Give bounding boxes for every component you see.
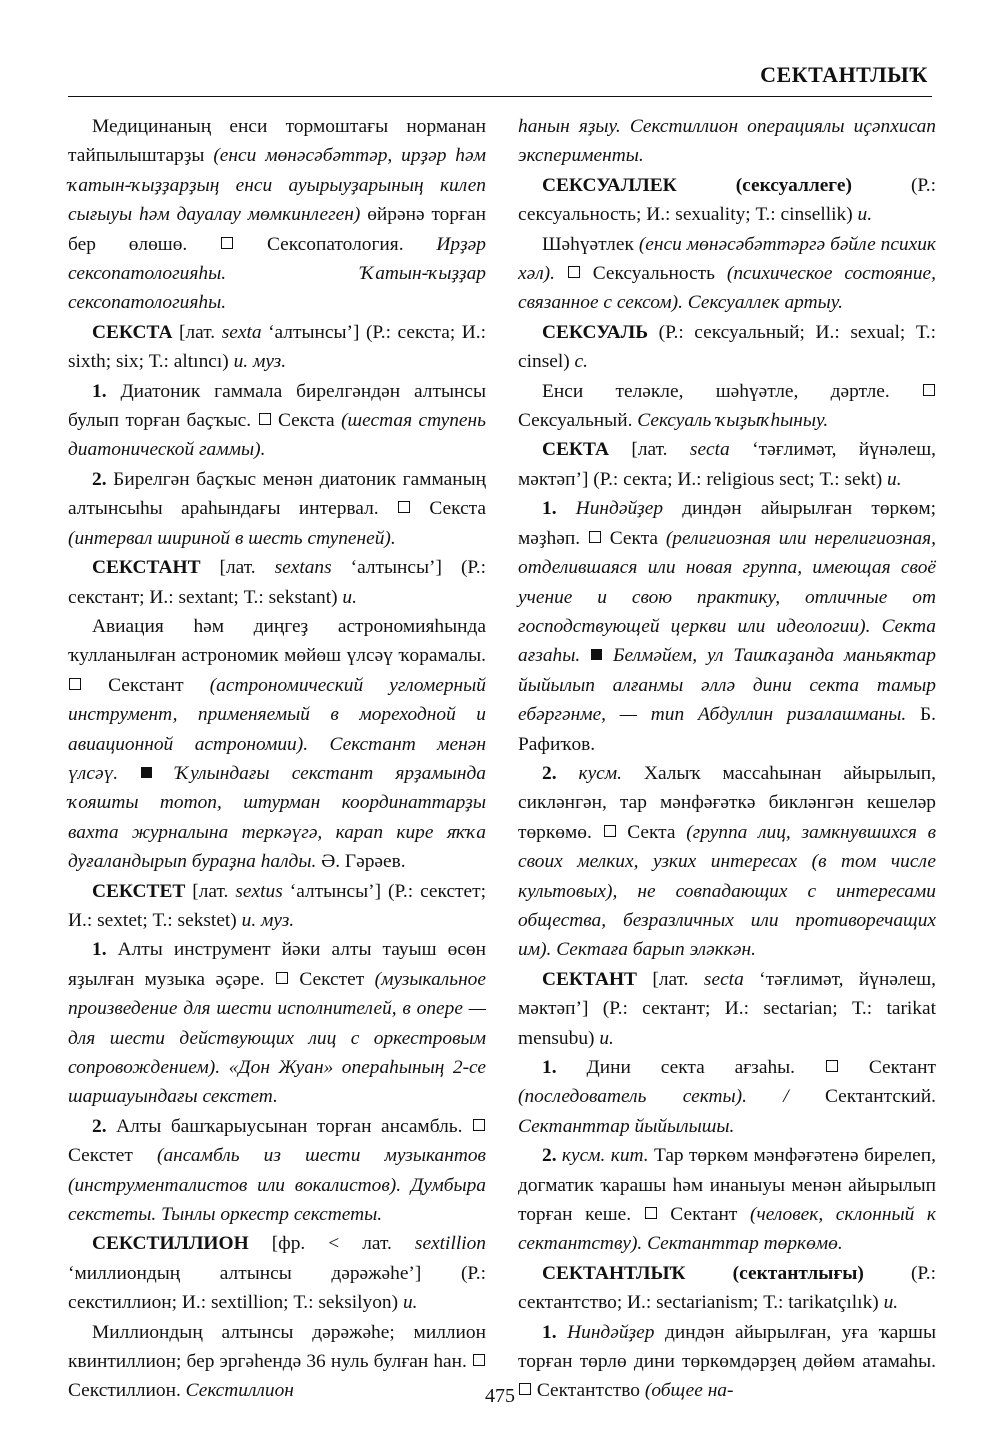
russian-equivalent-marker (473, 1354, 485, 1366)
sense: 2. Алты башҡарыусынан торған ансамбль. Секстет (ансамбль из шести музыкантов (инструменталистов или вокалистов). Думбыра секстеты. Тынлы оркестр секстеты. (68, 1115, 486, 1226)
russian-equivalent-marker (604, 825, 616, 837)
sense: Авиация һәм диңгеҙ астрономияһында ҡулланылған астрономик мөйөш үлсәү ҡорамалы. Секстант (астрономический угломерный инструмент, применяемый в мореходной и авиационной астрономии). Секстант менән үлсәү. Ҡулындағы секстант ярҙамында ҡояшты тотоп, штурман координаттарҙы вахта журналына теркәүгә, карап кире яҡҡа дуғаландырып бураҙна һалды. Ә. Гәрәев. (68, 615, 487, 873)
headword: СЕКСУАЛЬ (542, 321, 649, 343)
sense: 1. Алты инструмент йәки алты тауыш өсөн яҙылған музыка әҫәре. Секстет (музыкальное произведение для шести исполнителей, в опере — для шести действующих лиц с оркестровым сопровождением). «Дон Жуан» операһының 2-се шаршауындағы секстет. (68, 939, 486, 1108)
entry-seksuallek: СЕКСУАЛЛЕК (сексуаллеге) (Р.: сексуальность; И.: sexuality; Т.: cinsellik) и. (518, 174, 937, 226)
russian-equivalent-marker (568, 266, 580, 278)
sense: 1. Ниндәйҙер диндән айырылған, уға ҡаршы торған төрлө дини төркөмдәрҙең дөйөм атамаһы. Сектантство (общее на- (518, 1321, 936, 1402)
headword: СЕКТАНТЛЫҠ (сектантлығы) (542, 1262, 864, 1284)
headword: СЕКСТАНТ (92, 557, 201, 579)
entry-sektantlyk: СЕКТАНТЛЫҠ (сектантлығы) (Р.: сектантство; И.: sectarianism; Т.: tarikatçılık) и. (518, 1262, 936, 1314)
entry-sekstant: СЕКСТАНТ [лат. sextans ‘алтынсы’] (Р.: секстант; И.: sextant; Т.: sekstant) и. (68, 557, 486, 608)
left-column (68, 112, 486, 1406)
headword: СЕКСУАЛЛЕК (сексуаллеге) (542, 174, 852, 196)
russian-equivalent-marker (69, 678, 81, 690)
russian-equivalent-marker (259, 413, 271, 425)
entry-seksual: СЕКСУАЛЬ (Р.: сексуальный; И.: sexual; Т.: cinsel) с. (518, 321, 936, 373)
entry-seksta: СЕКСТА [лат. sexta ‘алтынсы’] (Р.: секста; И.: sixth; six; Т.: altıncı) и. муз. (68, 321, 487, 373)
page-number: 475 (485, 1385, 515, 1407)
sense: Миллиондың алтынсы дәрәжәһе; миллион квинтиллион; бер эргәһендә 36 нуль булған һан. Секстиллион. Секстиллион (68, 1321, 486, 1402)
headword: СЕКТА (542, 439, 609, 461)
entry-sekta: СЕКТА [лат. secta ‘тәғлимәт, йүнәлеш, мәктәп’] (Р.: секта; И.: religious sect; Т.: sekt) и. (518, 439, 936, 490)
headword: СЕКСТА (92, 321, 173, 343)
russian-equivalent-marker (398, 501, 410, 513)
russian-equivalent-marker (645, 1207, 657, 1219)
quotation-marker (591, 649, 602, 660)
quotation-marker (141, 767, 152, 778)
running-head: СЕКТАНТЛЫҠ (760, 62, 928, 87)
headword: СЕКСТИЛЛИОН (92, 1233, 249, 1255)
sense: 2. кусм. Халыҡ массаһынан айырылып, сикләнгән, тар мәнфәғәткә бикләнгән кешеләр төркөмө. Секта (группа лиц, замкнувшихся в своих мелких, узких интересах (в том числе культовых), не совпадающих с интересами общества, безразличных или противоречащих им). Сектаға барып эләккән. (518, 762, 936, 961)
right-column (518, 112, 936, 1406)
entry-sekstet: СЕКСТЕТ [лат. sextus ‘алтынсы’] (Р.: секстет; И.: sextet; Т.: sekstet) и. муз. (68, 880, 486, 931)
russian-equivalent-marker (923, 384, 935, 396)
header-rule (68, 96, 932, 97)
sense: Шәһүәтлек (енси мөнәсәбәттәргә бәйле психик хәл). Сексуальность (психическое состояние, связанное с сексом). Сексуаллек артыу. (518, 233, 936, 314)
entry-continuation: һанын яҙыу. Секстиллион операциялы иҫәпхисап эксперименты. (518, 116, 936, 167)
entry-sektant: СЕКТАНТ [лат. secta ‘тәғлимәт, йүнәлеш, мәктәп’] (Р.: сектант; И.: sectarian; Т.: tarikat mensubu) и. (518, 968, 936, 1049)
russian-equivalent-marker (221, 237, 233, 249)
russian-equivalent-marker (473, 1119, 485, 1131)
sense: 1. Дини секта ағзаһы. Сектант (последователь секты). / Сектантский. Сектанттар йыйылышы. (518, 1057, 936, 1137)
sense: 2. кусм. кит. Тар төркөм мәнфәғәтенә бирелеп, догматик ҡарашы һәм инаныуы менән айырылып торған кеше. Сектант (человек, склонный к сектантству). Сектанттар төркөмө. (518, 1145, 937, 1255)
sense: 2. Бирелгән баҫҡыс менән диатоник гамманың алтынсыһы араһындағы интервал. Секста (интервал шириной в шесть ступеней). (68, 468, 486, 549)
headword: СЕКСТЕТ (92, 880, 186, 902)
headword: СЕКТАНТ (542, 968, 637, 990)
russian-equivalent-marker (826, 1060, 838, 1072)
russian-equivalent-marker (589, 531, 601, 543)
sense: Енси теләкле, шәһүәтле, дәртле. Сексуальный. Сексуаль ҡыҙыҡһыныу. (518, 377, 936, 436)
russian-equivalent-marker (276, 972, 288, 984)
sense: 1. Диатоник гаммала бирелгәндән алтынсы булып торған баҫҡыс. Секста (шестая ступень диатонической гаммы). (68, 380, 486, 461)
sense: 1. Ниндәйҙер диндән айырылған төркөм; мәҙһәп. Секта (религиозная или нерелигиозная, отделившаяся или новая группа, имеющая своё учение и свою практику, отличные от господствующей церкви или идеологии). Секта ағзаһы. Белмәйем, ул Ташҡаҙанда маньяктар йыйылып алғанмы әллә дини секта тамыр ебәргәнме, — тип Абдуллин ризалашманы. Б. Рафиҡов. (518, 498, 937, 755)
entry-continuation: Медицинаның енси тормоштағы норманан тайпылыштарҙы (енси мөнәсәбәттәр, ирҙәр һәм ҡатын-ҡыҙҙарҙың енси ауырыуҙарының килеп сығыуы һәм дауалау мөмкинлеген) өйрәнә торған бер өлөшө. Сексопатология. Ирҙәр сексопатологияһы. Ҡатын-ҡыҙҙар сексопатологияһы. (68, 116, 486, 314)
entry-sekstillion: СЕКСТИЛЛИОН [фр. < лат. sextillion ‘миллиондың алтынсы дәрәжәһе’] (Р.: секстиллион; И.: sextillion; Т.: seksilyon) и. (68, 1233, 486, 1314)
